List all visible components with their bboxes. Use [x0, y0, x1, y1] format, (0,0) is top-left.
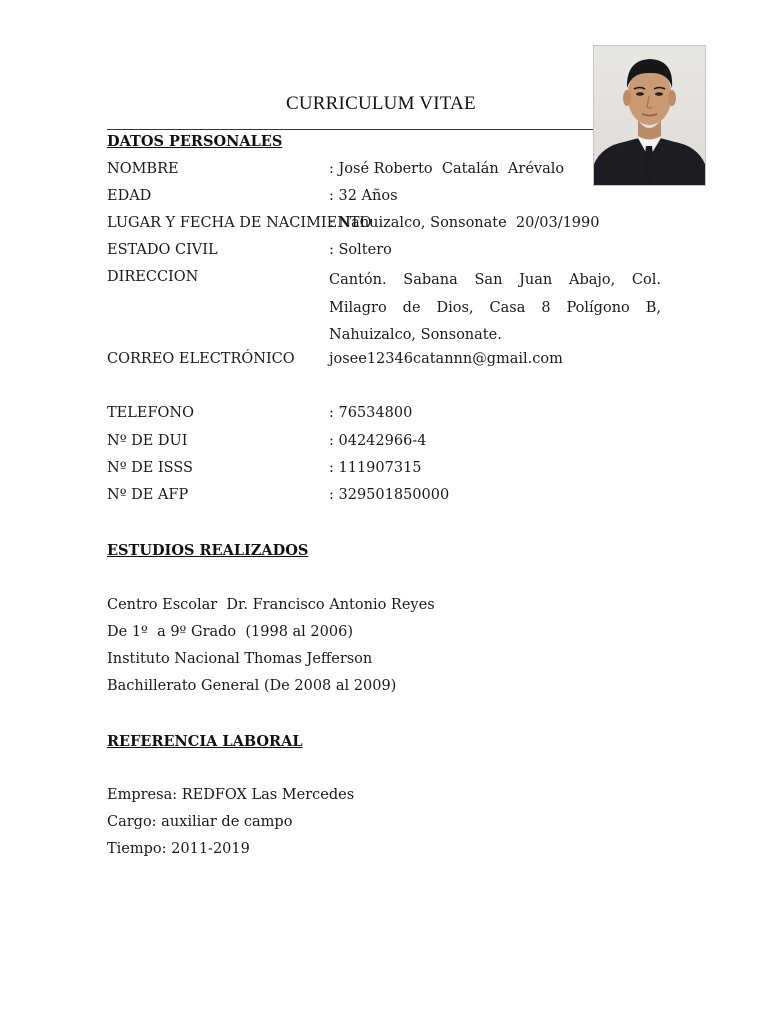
- afp-value: : 329501850000: [329, 487, 450, 503]
- direccion-label: DIRECCION: [107, 269, 199, 285]
- dui-value: : 04242966-4: [329, 433, 427, 449]
- section-heading-personal: DATOS PERSONALES: [107, 133, 283, 150]
- edad-value: : 32 Años: [329, 188, 398, 204]
- telefono-label: TELEFONO: [107, 405, 194, 421]
- nacimiento-value: : Nahuizalco, Sonsonate 20/03/1990: [329, 215, 600, 231]
- work-line: Empresa: REDFOX Las Mercedes: [107, 787, 355, 803]
- nombre-label: NOMBRE: [107, 161, 179, 177]
- correo-label: CORREO ELECTRÓNICO: [107, 351, 295, 367]
- work-line: Cargo: auxiliar de campo: [107, 814, 293, 830]
- title-divider: [107, 129, 593, 130]
- direccion-value: Cantón. Sabana San Juan Abajo, Col. Milagro de Dios, Casa 8 Polígono B, Nahuizalco, Sonsonate.: [329, 272, 661, 343]
- study-line: Bachillerato General (De 2008 al 2009): [107, 678, 397, 694]
- afp-label: Nº DE AFP: [107, 487, 189, 503]
- nombre-value: : José Roberto Catalán Arévalo: [329, 161, 565, 177]
- estado-civil-value: : Soltero: [329, 242, 392, 258]
- page-title: CURRICULUM VITAE: [286, 93, 476, 114]
- section-heading-work: REFERENCIA LABORAL: [107, 733, 303, 750]
- study-line: Centro Escolar Dr. Francisco Antonio Reyes: [107, 597, 435, 613]
- estado-civil-label: ESTADO CIVIL: [107, 242, 218, 258]
- profile-photo: [593, 45, 706, 186]
- work-line: Tiempo: 2011-2019: [107, 841, 250, 857]
- correo-value: josee12346catannn@gmail.com: [329, 351, 563, 367]
- telefono-value: : 76534800: [329, 405, 413, 421]
- nacimiento-label: LUGAR Y FECHA DE NACIMIENTO: [107, 215, 372, 231]
- study-line: De 1º a 9º Grado (1998 al 2006): [107, 624, 353, 640]
- isss-label: Nº DE ISSS: [107, 460, 193, 476]
- isss-value: : 111907315: [329, 460, 422, 476]
- dui-label: Nº DE DUI: [107, 433, 188, 449]
- section-heading-studies: ESTUDIOS REALIZADOS: [107, 542, 309, 559]
- study-line: Instituto Nacional Thomas Jefferson: [107, 651, 373, 667]
- edad-label: EDAD: [107, 188, 152, 204]
